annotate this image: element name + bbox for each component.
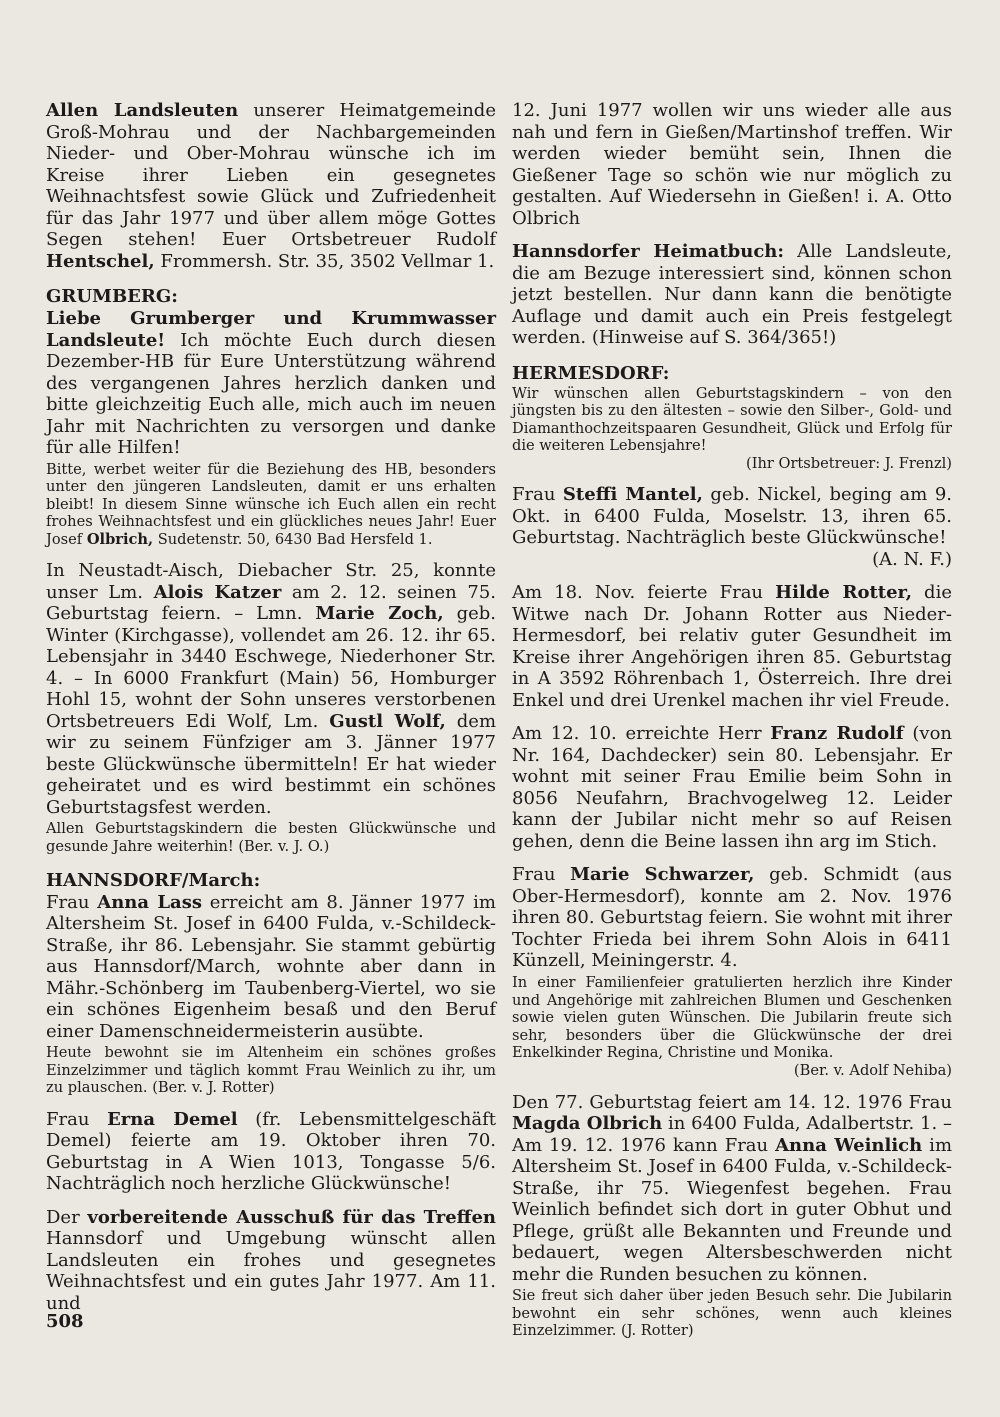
- bold-name: Steffi Mantel,: [562, 484, 703, 506]
- paragraph-text: [512, 1287, 952, 1340]
- note-paragraph: [512, 1287, 952, 1340]
- paragraph-text: [512, 385, 952, 455]
- text-run: Den 77. Geburtstag feiert am 14. 12. 1976 Frau: [512, 1091, 952, 1113]
- note-paragraph: [46, 461, 496, 549]
- text-run: am 2. 12. seinen 75. Geburtstag feiern. – Lmn.: [46, 581, 496, 625]
- text-run: Frau: [46, 1108, 108, 1130]
- bold-name: vorbereitende Ausschuß für das Treffen: [87, 1206, 496, 1228]
- text-run: Sudetenstr. 50, 6430 Bad Hersfeld 1.: [153, 530, 433, 548]
- bold-name: Olbrich,: [86, 530, 154, 548]
- right-column: [512, 100, 952, 1352]
- text-run: Alle Landsleute, die am Bezuge interessiert sind, können schon jetzt bestellen. Nur dann kann die benötigte Auflage und damit auch ein Preis festgelegt werden. (Hinweise auf S. 364/365!): [512, 241, 952, 348]
- text-run: geb. Nickel, beging am 9. Okt. in 6400 Fulda, Moselstr. 13, ihren 65. Geburtstag. Nachträglich beste Glückwünsche!: [512, 484, 952, 549]
- paragraph-text: [512, 864, 952, 972]
- text-run: dem wir zu seinem Fünfziger am 3. Jänner 1977 beste Glückwünsche übermitteln! Er hat wieder geheiratet und es wird bestimmt ein schönes Geburtstagsfest werden.: [46, 710, 497, 818]
- paragraph-text: [46, 892, 496, 1043]
- text-run: Heute bewohnt sie im Altenheim ein schönes großes Einzelzimmer und täglich kommt Frau Weinlich zu ihr, um zu plauschen. (Ber. v. J. Rotter): [46, 1044, 496, 1097]
- paragraph-text: [46, 1207, 496, 1315]
- article-paragraph: [46, 1207, 496, 1315]
- text-run: Frau: [46, 891, 98, 913]
- section-heading: HERMESDORF:: [512, 362, 670, 384]
- note-paragraph: [512, 974, 952, 1080]
- paragraph-text: [46, 100, 496, 272]
- note-paragraph: [46, 820, 496, 855]
- bold-name: Marie Schwarzer,: [570, 864, 755, 886]
- paragraph-text: [512, 974, 952, 1062]
- text-run: unserer Heimatgemeinde Groß-Mohrau und der Nachbargemeinden Nieder- und Ober-Mohrau wünsche ich im Kreise ihrer Lieben ein gesegnetes Weihnachtsfest sowie Glück und Zufriedenheit für das Jahr 1977 und über allem möge Gottes Segen stehen! Euer Ortsbetreuer Rudolf: [46, 100, 496, 250]
- paragraph-text: [46, 820, 496, 855]
- paragraph-text: [512, 100, 952, 229]
- article-paragraph: [46, 892, 496, 1043]
- text-run: In Neustadt-Aisch, Diebacher Str. 25, konnte unser Lm.: [46, 560, 496, 603]
- text-run: (von Nr. 164, Dachdecker) sein 80. Lebensjahr. Er wohnt mit seiner Frau Emilie beim Sohn in 8056 Neufahrn, Brachvogelweg 12. Leider kann der Jubilar nicht mehr so auf Reisen gehen, denn die Beine lassen ihn arg im Stich.: [512, 723, 953, 852]
- section-heading: GRUMBERG:: [46, 286, 178, 307]
- text-run: Der: [46, 1206, 88, 1228]
- paragraph-text: [512, 484, 952, 549]
- text-run: im Altersheim St. Josef in 6400 Fulda, v.-Schildeck-Straße, ihr 75. Wiegenfest begehen. Frau Weinlich befindet sich dort in guter Obhut und Pflege, grüßt alle Bekannten und Freunde und bedauert, wegen Altersbeschwerden nicht mehr die Runden besuchen zu können.: [512, 1134, 953, 1285]
- article-paragraph: [512, 241, 952, 349]
- text-run: Frommersh. Str. 35, 3502 Vellmar 1.: [154, 250, 495, 272]
- bold-name: Anna Lass: [97, 891, 202, 913]
- text-run: Ich möchte Euch durch diesen Dezember-HB für Eure Unterstützung während des vergangenen Jahres herzlich danken und bitte gleichzeitig Euch alle, mich auch im neuen Jahr mit Nachrichten zu versorgen und danke für alle Hilfen!: [46, 329, 496, 458]
- signoff: (A. N. F.): [872, 548, 952, 570]
- bold-name: Marie Zoch,: [315, 603, 444, 625]
- text-run: In einer Familienfeier gratulierten herzlich ihre Kinder und Angehörige mit zahlreichen Blumen und Geschenken sowie vielen guten Wünschen. Die Jubilarin freute sich sehr, besonders über die Glückwünsche der drei Enkelkinder Regina, Christine und Monika.: [512, 973, 952, 1062]
- article-paragraph: [512, 100, 952, 229]
- paragraph-text: [512, 241, 952, 349]
- note-paragraph: [46, 1044, 496, 1097]
- paragraph-text: [46, 560, 496, 818]
- bold-name: Magda Olbrich: [512, 1113, 663, 1135]
- paragraph-text: [512, 582, 952, 711]
- paragraph-text: [512, 723, 952, 852]
- bold-name: Liebe Grumberger und Krummwasser Landsleute!: [46, 308, 496, 351]
- bold-name: Hannsdorfer Heimatbuch:: [512, 241, 785, 262]
- article-paragraph: [512, 1092, 952, 1286]
- article-paragraph: [512, 582, 952, 711]
- text-run: Am 18. Nov. feierte Frau: [512, 582, 776, 604]
- article-paragraph: [512, 864, 952, 972]
- text-run: Bitte, werbet weiter für die Beziehung des HB, besonders unter den jüngeren Landsleuten, damit er uns erhalten bleibt! In diesem Sinne wünsche ich Euch allen ein recht frohes Weihnachtsfest und ein glückliches neues Jahr! Euer Josef: [46, 460, 496, 548]
- text-run: Frau: [512, 864, 571, 886]
- signoff: (Ihr Ortsbetreuer: J. Frenzl): [746, 454, 952, 472]
- text-run: die Witwe nach Dr. Johann Rotter aus Nieder-Hermesdorf, bei relativ guter Gesundheit im Kreise ihrer Angehörigen ihren 85. Geburtstag in A 3592 Röhrenbach 1, Österreich. Ihre drei Enkel und drei Urenkel machen ihr viel Freude.: [512, 582, 952, 711]
- signoff: (Ber. v. Adolf Nehiba): [793, 1061, 952, 1079]
- text-run: Frau: [512, 484, 563, 506]
- note-paragraph: [512, 385, 952, 473]
- text-run: erreicht am 8. Jänner 1977 im Altersheim St. Josef in 6400 Fulda, v.-Schildeck-Straße, ihr 86. Lebensjahr. Sie stammt gebürtig aus Hannsdorf/March, wohnte aber dann in Mähr.-Schönberg im Taubenberg-Viertel, wo sie ein schönes Eigenheim besaß und den Beruf einer Damenschneidermeisterin ausübte.: [46, 891, 497, 1042]
- text-run: (fr. Lebensmittelgeschäft Demel) feierte am 19. Oktober ihren 70. Geburtstag in A Wien 1013, Tongasse 5/6. Nachträglich noch herzliche Glückwünsche!: [46, 1108, 496, 1195]
- text-run: Hannsdorf und Umgebung wünscht allen Landsleuten ein frohes und gesegnetes Weihnachtsfest und ein gutes Jahr 1977. Am 11. und: [46, 1228, 496, 1314]
- article-paragraph: [512, 723, 952, 852]
- paragraph-text: [46, 308, 496, 459]
- paragraph-text: [512, 1092, 952, 1286]
- paragraph-text: [46, 1044, 496, 1097]
- paragraph-text: [46, 1109, 496, 1195]
- paragraph-text: [46, 461, 496, 549]
- article-paragraph: [46, 1109, 496, 1195]
- bold-name: Allen Landsleuten: [46, 100, 239, 121]
- text-run: geb. Winter (Kirchgasse), vollendet am 26. 12. ihr 65. Lebensjahr in 3440 Eschwege, Niederhoner Str. 4. – In 6000 Frankfurt (Main) 56, Homburger Hohl 15, wohnt der Sohn unseres verstorbenen Ortsbetreuers Edi Wolf, Lm.: [46, 603, 497, 732]
- bold-name: Gustl Wolf,: [329, 710, 446, 732]
- bold-name: Alois Katzer: [153, 581, 282, 603]
- bold-name: Hilde Rotter,: [775, 582, 912, 604]
- bold-name: Anna Weinlich: [775, 1134, 923, 1156]
- article-paragraph: [46, 560, 496, 818]
- text-run: 12. Juni 1977 wollen wir uns wieder alle aus nah und fern in Gießen/Martinshof treffen. Wir werden wieder bemüht sein, Ihnen die Gießener Tage so schön wie nur möglich zu gestalten. Auf Wiedersehn in Gießen! i. A. Otto Olbrich: [512, 100, 952, 229]
- text-run: geb. Schmidt (aus Ober-Hermesdorf), konnte am 2. Nov. 1976 ihren 80. Geburtstag feiern. Sie wohnt mit ihrer Tochter Frieda bei ihrem Sohn Alois in 6411 Künzell, Meiningerstr. 4.: [512, 864, 953, 972]
- article-paragraph: [512, 484, 952, 570]
- page-number: 508: [46, 1311, 84, 1332]
- section-heading: HANNSDORF/March:: [46, 869, 261, 891]
- text-run: Sie freut sich daher über jeden Besuch sehr. Die Jubilarin bewohnt ein sehr schönes, wenn auch kleines Einzelzimmer. (J. Rotter): [512, 1287, 952, 1340]
- bold-name: Franz Rudolf: [770, 723, 904, 745]
- text-run: Allen Geburtstagskindern die besten Glückwünsche und gesunde Jahre weiterhin! (Ber. v. J. O.): [46, 820, 496, 856]
- left-column: [46, 100, 496, 1326]
- text-run: Wir wünschen allen Geburtstagskindern – von den jüngsten bis zu den ältesten – sowie den Silber-, Gold- und Diamanthochzeitspaaren Gesundheit, Glück und Erfolg für die weiteren Lebensjahre!: [512, 384, 952, 455]
- article-paragraph: [46, 100, 496, 272]
- article-paragraph: [46, 308, 496, 459]
- bold-name: Hentschel,: [46, 250, 155, 272]
- bold-name: Erna Demel: [107, 1108, 238, 1130]
- text-run: Am 12. 10. erreichte Herr: [512, 723, 771, 745]
- text-run: in 6400 Fulda, Adalbertstr. 1. – Am 19. 12. 1976 kann Frau: [512, 1113, 952, 1156]
